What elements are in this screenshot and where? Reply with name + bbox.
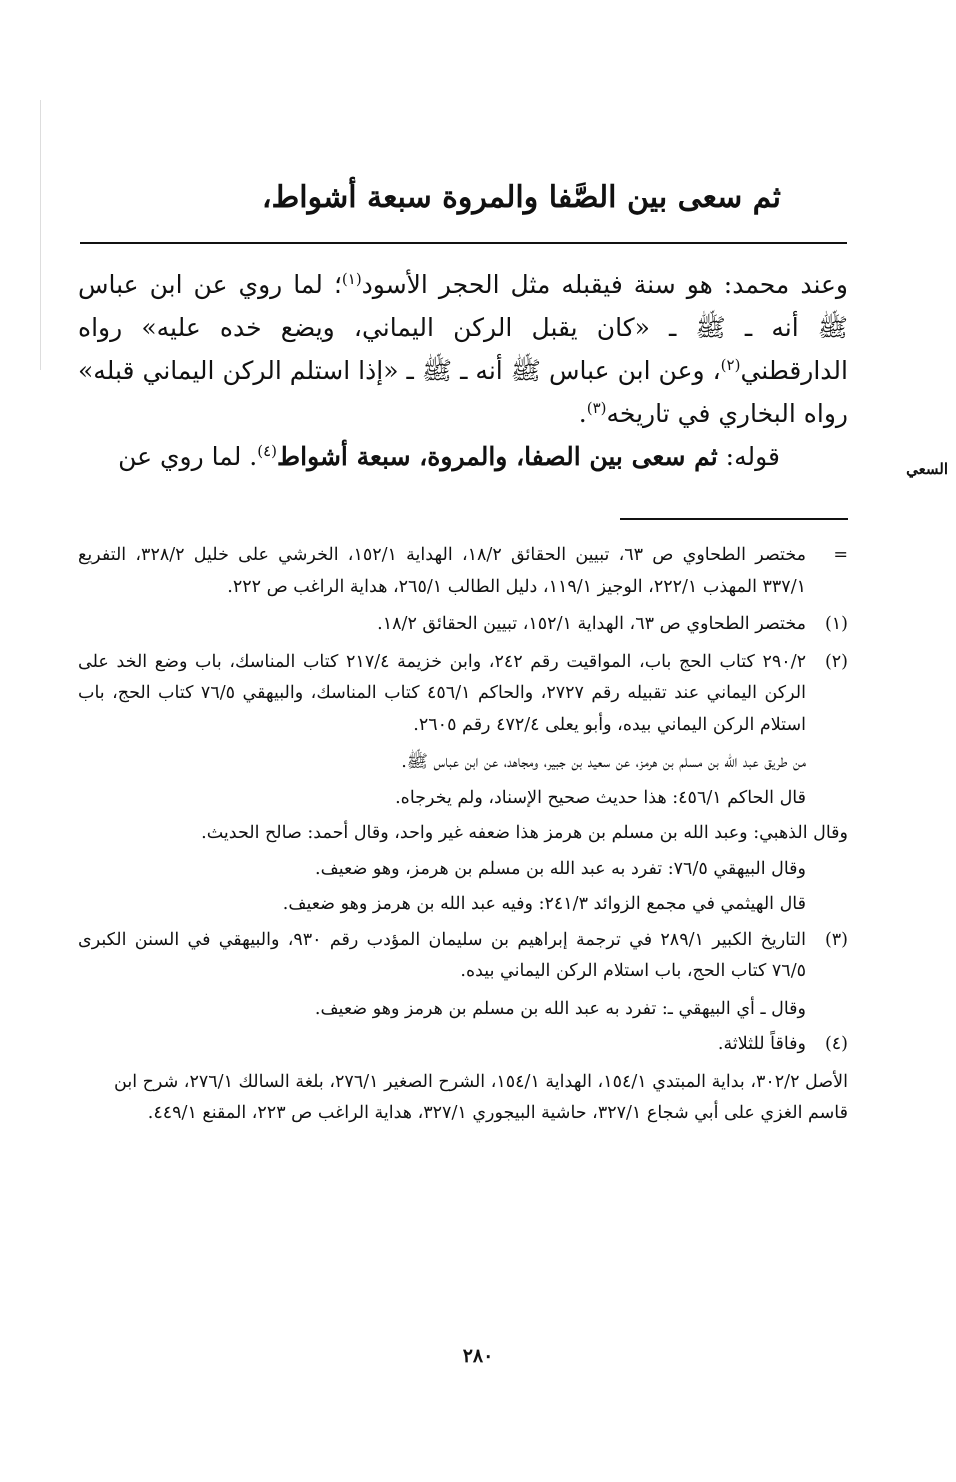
paragraph-1 [78, 263, 848, 435]
footnote-2-dhahabi: وقال الذهبي: وعبد الله بن مسلم بن هرمز هذا ضعفه غير واحد، وقال أحمد: صالح الحديث. [201, 823, 848, 843]
main-text [78, 263, 848, 478]
paragraph-1-part-d: . [578, 399, 587, 428]
footnote-continuation-text: مختصر الطحاوي ص ٦٣، تبيين الحقائق ١٨/٢، الهداية ١٥٢/١، الخرشي على خليل ٣٢٨/٢، التفريع ٣٣٧/١ المهذب ٢٢٢/١، الوجيز ١١٩/١، دليل الطالب ٢٦٥/١، هداية الراغب ص ٢٢٢. [78, 545, 806, 597]
paragraph-1-part-b: ؛ لما روي عن ابن عباس ﷺ أنه ـ ﷺ ـ «كان يقبل الركن اليماني، ويضع خده عليه» رواه الدارقطني [78, 270, 848, 385]
paragraph-1-part-a: وعند محمد: هو سنة فيقبله مثل الحجر الأسود [361, 270, 848, 299]
paragraph-2 [78, 435, 848, 478]
section-heading: ثم سعى بين الصَّفا والمروة سبعة أشواط، [261, 180, 781, 215]
footnote-ref-3[interactable]: (٣) [586, 399, 607, 417]
paragraph-2-lead: قوله: [717, 442, 780, 471]
page-number: ٢٨٠ [462, 1345, 494, 1367]
footnote-4-sources: الأصل ٣٠٢/٢، بداية المبتدي ١٥٤/١، الهداية ١٥٤/١، الشرح الصغير ٢٧٦/١، بلغة السالك ٢٧٦/١، شرح ابن قاسم الغزي على أبي شجاع ٣٢٧/١، حاشية البيجوري ٣٢٧/١، هداية الراغب ص ٢٢٣، المقنع ٤٤٩/١. [114, 1071, 848, 1123]
footnote-ref-1[interactable]: (١) [341, 270, 362, 288]
footnote-2-haythami: قال الهيثمي في مجمع الزوائد ٢٤١/٣: وفيه عبد الله بن هرمز وهو ضعيف. [282, 894, 806, 914]
footnote-2-number: (٢) [824, 651, 848, 672]
heading-divider [80, 242, 847, 244]
footnote-2-chain: من طريق عبد الله بن مسلم بن هرمز، عن سعيد بن جبير، ومجاهد، عن ابن عباس ﷺ. [401, 752, 806, 772]
left-margin-line [40, 100, 41, 370]
footnote-3-comment: وقال ـ أي البيهقي ـ: تفرد به عبد الله بن مسلم بن هرمز وهو ضعيف. [314, 998, 806, 1019]
footnote-4-text: وفاقاً للثلاثة. [717, 1034, 806, 1054]
footnote-3 [78, 925, 848, 988]
footnote-1-number: (١) [824, 614, 848, 634]
footnote-2-hakim: قال الحاكم ٤٥٦/١: هذا حديث صحيح الإسناد، ولم يخرجاه. [395, 787, 806, 808]
footnote-4-number: (٤) [824, 1034, 848, 1054]
footnote-2 [78, 647, 848, 742]
footnotes-section [78, 540, 848, 1134]
paragraph-1-part-c: ، وعن ابن عباس ﷺ أنه ـ ﷺ ـ «إذا استلم الركن اليماني قبله» رواه البخاري في تاريخه [78, 356, 848, 428]
paragraph-2-quote: ثم سعى بين الصفا، والمروة، سبعة أشواط [277, 442, 718, 471]
footnote-1 [78, 609, 848, 641]
footnote-2-text: ٢٩٠/٢ كتاب الحج باب، المواقيت رقم ٢٤٢، وابن خزيمة ٢١٧/٤ كتاب المناسك، باب وضع الخد على الركن اليماني عند تقبيله رقم ٢٧٢٧، والحاكم ٤٥٦/١ كتاب المناسك، والبيهقي ٧٦/٥ كتاب الحج، باب استلام الركن اليماني بيده، وأبو يعلى ٤٧٢/٤ رقم ٢٦٠٥. [78, 651, 806, 735]
footnote-1-text: مختصر الطحاوي ص ٦٣، الهداية ١٥٢/١، تبيين الحقائق ١٨/٢. [377, 614, 806, 634]
footnote-continuation [78, 540, 848, 603]
footnote-2-bayhaqi: وقال البيهقي ٧٦/٥: تفرد به عبد الله بن مسلم بن هرمز، وهو ضعيف. [315, 858, 806, 879]
footnote-3-text: التاريخ الكبير ٢٨٩/١ في ترجمة إبراهيم بن سليمان المؤدب رقم ٩٣٠، والبيهقي في السنن الكبرى ٧٦/٥ كتاب الحج، باب استلام الركن اليماني بيده. [78, 929, 806, 981]
margin-label: السعي [906, 460, 948, 478]
footnote-ref-2[interactable]: (٢) [720, 356, 741, 374]
footnote-ref-4[interactable]: (٤) [257, 442, 277, 460]
footnotes-divider [620, 518, 848, 520]
paragraph-2-tail: . لما روي عن [118, 442, 258, 471]
footnote-3-number: (٣) [824, 929, 848, 950]
footnote-4 [78, 1029, 848, 1061]
continuation-marker: = [833, 545, 848, 565]
